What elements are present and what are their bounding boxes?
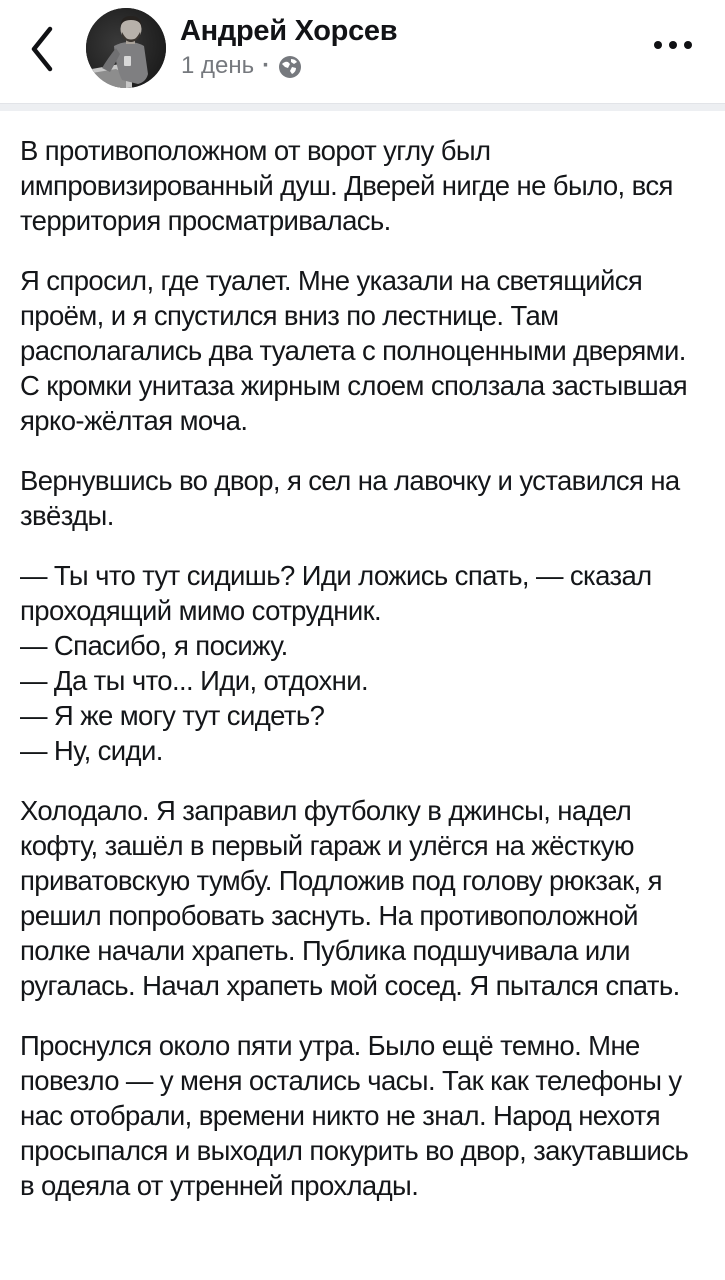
- dialog-line-1: — Ты что тут сидишь? Иди ложись спать, — сказал проходящий мимо сотрудник.: [20, 560, 652, 626]
- back-button[interactable]: [18, 14, 66, 84]
- dialog-line-4: — Я же могу тут сидеть?: [20, 700, 325, 731]
- post-header: [0, 0, 725, 103]
- dialog-line-3: — Да ты что... Иди, отдохни.: [20, 665, 369, 696]
- post-paragraph-5: Холодало. Я заправил футболку в джинсы, надел кофту, зашёл в первый гараж и улёгся на жёсткую приватовскую тумбу. Подложив под голову рюкзак, я решил попробовать заснуть. На противоположной полке начали храпеть. Публика подшучивала или ругалась. Начал храпеть мой сосед. Я пытался спать.: [20, 795, 680, 1001]
- post-timestamp: 1 день: [181, 52, 255, 79]
- globe-icon: [278, 55, 302, 79]
- ellipsis-icon: [654, 41, 692, 49]
- post-paragraph-2: Я спросил, где туалет. Мне указали на светящийся проём, и я спустился вниз по лестнице. Там располагались два туалета с полноценными дверями. С кромки унитаза жирным слоем сползала застывшая ярко-жёлтая моча.: [20, 265, 688, 436]
- dialog-line-2: — Спасибо, я посижу.: [20, 630, 288, 661]
- profile-avatar[interactable]: [86, 8, 166, 88]
- post-body: [0, 111, 725, 1203]
- chevron-left-icon: [30, 25, 54, 73]
- user-name[interactable]: Андрей Хорсев: [180, 15, 398, 47]
- more-options-button[interactable]: [645, 25, 701, 65]
- post-meta: [181, 52, 397, 80]
- avatar-photo: [86, 8, 166, 88]
- header-info: [180, 13, 397, 80]
- post-dialog: [20, 558, 705, 768]
- header-divider: [0, 103, 725, 111]
- post-paragraph-1: В противоположном от ворот углу был импровизированный душ. Дверей нигде не было, вся территория просматривалась.: [20, 135, 673, 236]
- dialog-line-5: — Ну, сиди.: [20, 735, 163, 766]
- meta-separator-dot: ·: [262, 52, 271, 79]
- post-paragraph-3: Вернувшись во двор, я сел на лавочку и уставился на звёзды.: [20, 465, 680, 531]
- post-paragraph-6: Проснулся около пяти утра. Было ещё темно. Мне повезло — у меня остались часы. Так как телефоны у нас отобрали, времени никто не знал. Народ нехотя просыпался и выходил покурить во двор, закутавшись в одеяла от утренней прохлады.: [20, 1030, 689, 1201]
